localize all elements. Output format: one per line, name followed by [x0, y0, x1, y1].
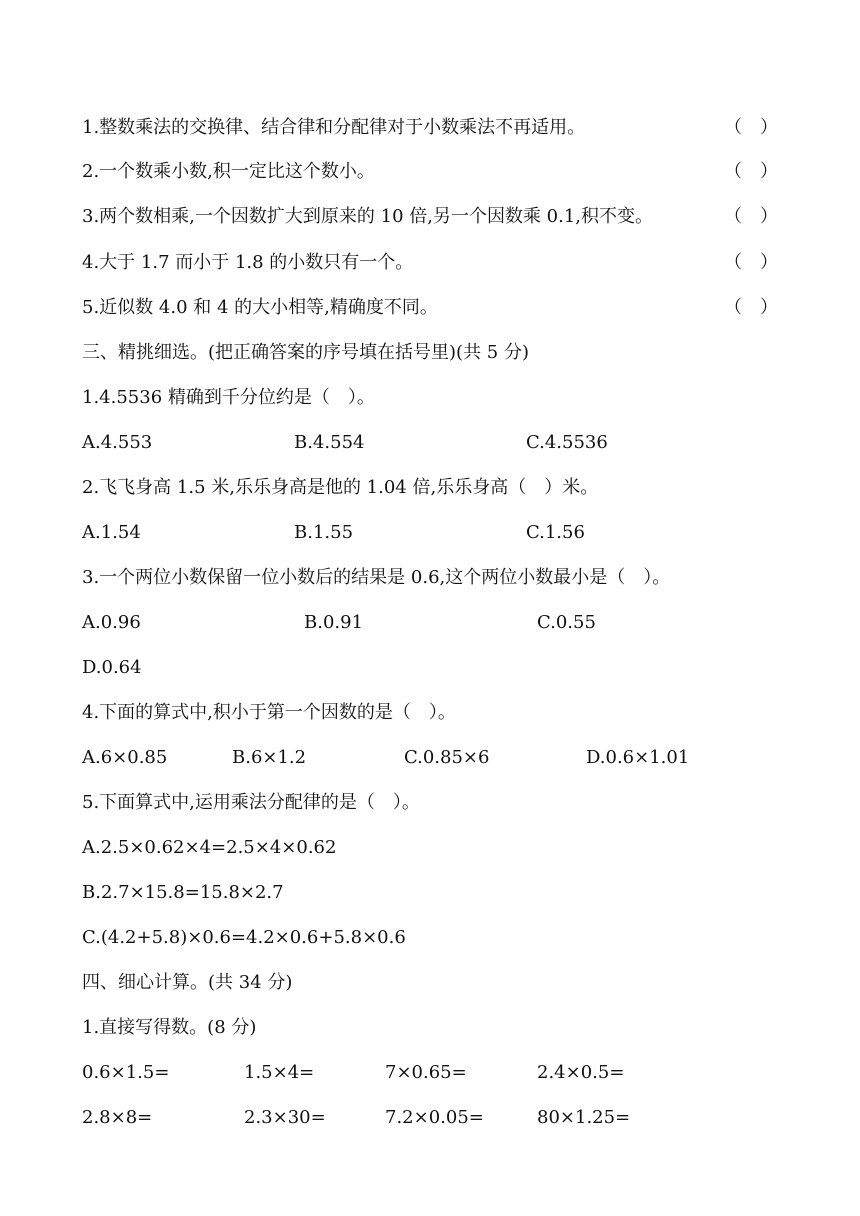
calc-item: 0.6×1.5=: [82, 1062, 170, 1083]
judge-item-2: 2.一个数乘小数,积一定比这个数小。: [82, 161, 375, 182]
section4-sub1: 1.直接写得数。(8 分): [82, 1017, 257, 1038]
choice-q3: 3.一个两位小数保留一位小数后的结果是 0.6,这个两位小数最小是（ ）。: [82, 567, 671, 588]
choice-q5-option-a[interactable]: A.2.5×0.62×4=2.5×4×0.62: [82, 837, 337, 858]
judge-answer-paren-3[interactable]: （ ）: [724, 206, 778, 227]
choice-q2-option-b[interactable]: B.1.55: [294, 522, 354, 543]
choice-q2: 2.飞飞身高 1.5 米,乐乐身高是他的 1.04 倍,乐乐身高（ ）米。: [82, 477, 599, 498]
judge-answer-paren-5[interactable]: （ ）: [724, 297, 778, 318]
choice-q2-option-c[interactable]: C.1.56: [526, 522, 585, 543]
calc-item: 2.8×8=: [82, 1107, 153, 1128]
choice-q5: 5.下面算式中,运用乘法分配律的是（ ）。: [82, 792, 420, 813]
choice-q1-option-c[interactable]: C.4.5536: [526, 432, 608, 453]
choice-q5-option-c[interactable]: C.(4.2+5.8)×0.6=4.2×0.6+5.8×0.6: [82, 927, 406, 948]
choice-q3-option-a[interactable]: A.0.96: [82, 612, 141, 633]
choice-q2-option-a[interactable]: A.1.54: [82, 522, 141, 543]
choice-q4-option-c[interactable]: C.0.85×6: [404, 747, 490, 768]
choice-q3-option-c[interactable]: C.0.55: [537, 612, 596, 633]
calc-item: 7×0.65=: [385, 1062, 467, 1083]
choice-q4-option-d[interactable]: D.0.6×1.01: [586, 747, 690, 768]
choice-q4: 4.下面的算式中,积小于第一个因数的是（ ）。: [82, 702, 456, 723]
judge-item-3: 3.两个数相乘,一个因数扩大到原来的 10 倍,另一个因数乘 0.1,积不变。: [82, 206, 654, 227]
judge-answer-paren-1[interactable]: （ ）: [724, 117, 778, 138]
judge-item-4: 4.大于 1.7 而小于 1.8 的小数只有一个。: [82, 252, 414, 273]
section4-title: 四、细心计算。(共 34 分): [82, 972, 293, 993]
choice-q4-option-b[interactable]: B.6×1.2: [232, 747, 307, 768]
calc-item: 2.3×30=: [244, 1107, 326, 1128]
choice-q4-option-a[interactable]: A.6×0.85: [82, 747, 168, 768]
judge-answer-paren-4[interactable]: （ ）: [724, 252, 778, 273]
calc-item: 80×1.25=: [537, 1107, 631, 1128]
choice-q5-option-b[interactable]: B.2.7×15.8=15.8×2.7: [82, 882, 284, 903]
choice-q3-option-b[interactable]: B.0.91: [304, 612, 364, 633]
judge-answer-paren-2[interactable]: （ ）: [724, 161, 778, 182]
calc-item: 7.2×0.05=: [385, 1107, 484, 1128]
calc-item: 1.5×4=: [244, 1062, 315, 1083]
choice-q1-option-a[interactable]: A.4.553: [82, 432, 153, 453]
choice-q1: 1.4.5536 精确到千分位约是（ ）。: [82, 387, 375, 408]
section3-title: 三、精挑细选。(把正确答案的序号填在括号里)(共 5 分): [82, 342, 529, 363]
judge-item-1: 1.整数乘法的交换律、结合律和分配律对于小数乘法不再适用。: [82, 117, 586, 138]
calc-item: 2.4×0.5=: [537, 1062, 625, 1083]
judge-item-5: 5.近似数 4.0 和 4 的大小相等,精确度不同。: [82, 297, 438, 318]
choice-q3-option-d[interactable]: D.0.64: [82, 657, 142, 678]
choice-q1-option-b[interactable]: B.4.554: [294, 432, 365, 453]
